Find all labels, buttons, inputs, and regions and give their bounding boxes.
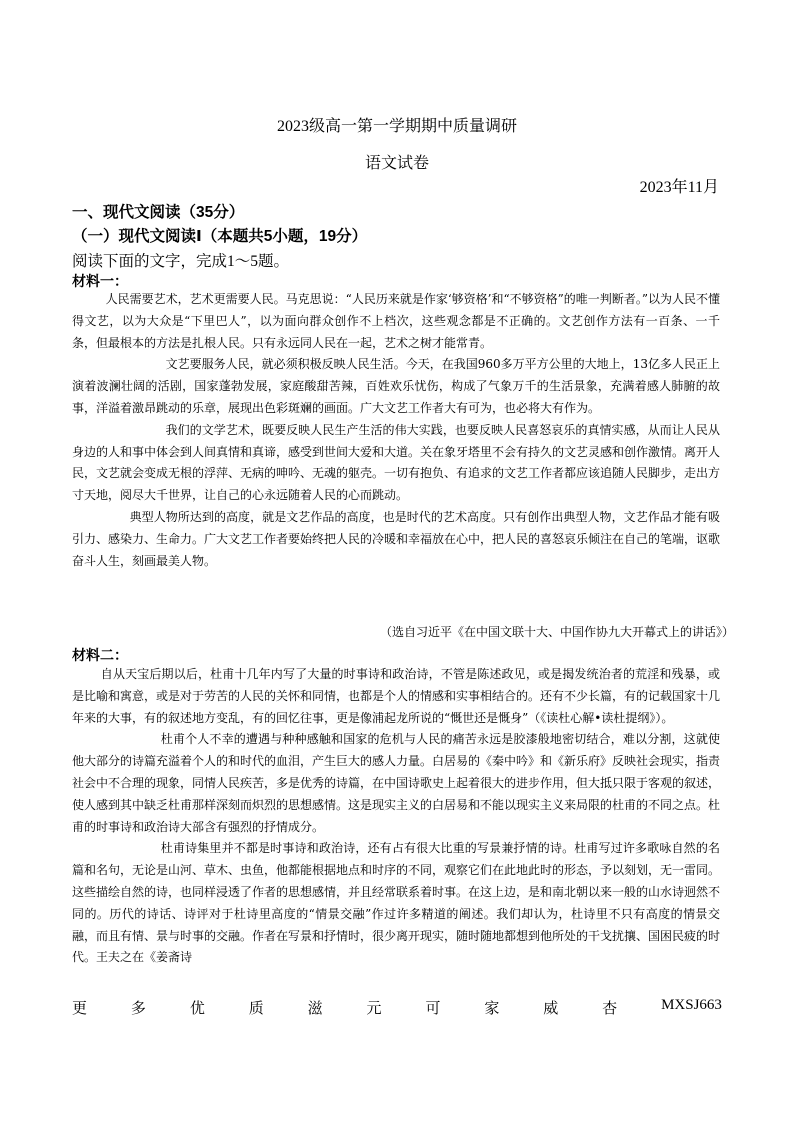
section-subheading: （一）现代文阅读Ⅰ（本题共5小题，19分） [72, 228, 368, 245]
footer-char: 威 [543, 1001, 559, 1017]
exam-subtitle: 语文试卷 [364, 155, 429, 172]
material-2-label: 材料二： [72, 647, 128, 663]
material-2-paragraph: 杜甫诗集里并不都是时事诗和政治诗，还有占有很大比重的写景兼抒情的诗。杜甫写过许多歌咏自然的名篇和名句，无论是山河、草木、虫鱼，他都能根据地点和时序的不同，观察它们在此地此时的形态，予以刻划，无一雷同。这些描绘自然的诗，也同样浸透了作者的思想感情，并且经常联系着时事。在这上边，是和南北朝以来一般的山水诗迥然不同的。历代的诗话、诗评对于杜诗里高度的“情景交融”作过许多精道的阐述。我们却认为，杜诗里不只有高度的情景交融，而且有情、景与时事的交融。作者在写景和抒情时，很少离开现实，随时随地都想到他所处的干戈扰攘、国困民疲的时代。王夫之在《姜斋诗 [72, 841, 721, 965]
section-heading: 一、现代文阅读（35分） [72, 204, 245, 221]
footer-char: 可 [425, 1001, 441, 1017]
material-1-paragraph: 我们的文学艺术，既要反映人民生产生活的伟大实践，也要反映人民喜怒哀乐的真情实感，从而让人民从身边的人和事中体会到人间真情和真谛，感受到世间大爱和大道。关在象牙塔里不会有持久的文艺灵感和创作激情。离开人民，文艺就会变成无根的浮萍、无病的呻吟、无魂的躯壳。一切有抱负、有追求的文艺工作者都应该追随人民脚步，走出方寸天地，阅尽大千世界，让自己的心永远随着人民的心而跳动。 [72, 422, 721, 503]
footer-char: 杏 [602, 1001, 618, 1017]
material-2-paragraph: 杜甫个人不幸的遭遇与种种感触和国家的危机与人民的痛苦永远是胶漆般地密切结合，难以分割，这就使他大部分的诗篇充溢着个人的和时代的血泪，产生巨大的感人力量。白居易的《秦中吟》和《新乐府》反映社会现实，指责社会中不合理的现象，同情人民疾苦，多是优秀的诗篇，在中国诗歌史上起着很大的进步作用，但大抵只限于客观的叙述，使人感到其中缺乏杜甫那样深刻而炽烈的思想感情。这是现实主义的白居易和不能以现实主义来局限的杜甫的不同之点。杜甫的时事诗和政治诗大部含有强烈的抒情成分。 [72, 732, 721, 834]
footer-code: MXSJ663 [661, 997, 722, 1013]
reading-instruction: 阅读下面的文字，完成1～5题。 [72, 253, 290, 270]
footer-char: 元 [366, 1001, 382, 1017]
footer-char: 家 [484, 1001, 500, 1017]
material-2-body [72, 664, 720, 969]
footer-char: 更 [72, 1001, 88, 1017]
material-1-body [72, 289, 720, 572]
exam-date: 2023年11月 [639, 179, 719, 196]
material-1-source: （选自习近平《在中国文联十大、中国作协九大开幕式上的讲话》） [379, 625, 734, 639]
material-1-paragraph: 典型人物所达到的高度，就是文艺作品的高度，也是时代的艺术高度。只有创作出典型人物，文艺作品才能有吸引力、感染力、生命力。广大文艺工作者要始终把人民的冷暖和幸福放在心中，把人民的喜怒哀乐倾注在自己的笔端，讴歌奋斗人生，刻画最美人物。 [72, 509, 721, 568]
material-1-paragraph: 人民需要艺术，艺术更需要人民。马克思说：“人民历来就是作家‘够资格’和“不够资格”的唯一判断者。”以为人民不懂得文艺，以为大众是“下里巴人”，以为面向群众创作不上档次，这些观念都是不正确的。文艺创作方法有一百条、一千条，但最根本的方法是扎根人民。只有永远同人民在一起，艺术之树才能常青。 [72, 292, 720, 350]
exam-title: 2023级高一第一学期期中质量调研 [276, 118, 517, 135]
material-1-label: 材料一： [72, 273, 128, 289]
footer-char: 质 [248, 1001, 264, 1017]
material-1-paragraph: 文艺要服务人民，就必须积极反映人民生活。今天，在我国960多万平方公里的大地上，13亿多人民正上演着波澜壮阔的活剧，国家蓬勃发展，家庭酸甜苦辣，百姓欢乐忧伤，构成了气象万千的生活景象，充满着感人肺腑的故事，洋溢着激昂跳动的乐章，展现出色彩斑斓的画面。广大文艺工作者大有可为，也必将大有作为。 [72, 357, 720, 415]
footer-char: 滋 [307, 1001, 323, 1017]
material-2-paragraph: 自从天宝后期以后，杜甫十几年内写了大量的时事诗和政治诗，不管是陈述政见，或是揭发统治者的荒淫和残暴，或是比喻和寓意，或是对于劳苦的人民的关怀和同情，也都是个人的情感和实事相结合的。还有不少长篇，有的记载国家十几年来的大事，有的叙述地方变乱，有的回忆往事，更是像浦起龙所说的“慨世还是慨身”（《读杜心解•读杜提纲》）。 [72, 667, 721, 725]
footer-char: 优 [189, 1001, 205, 1017]
footer-char: 多 [130, 1001, 146, 1017]
page-footer [72, 997, 722, 1018]
